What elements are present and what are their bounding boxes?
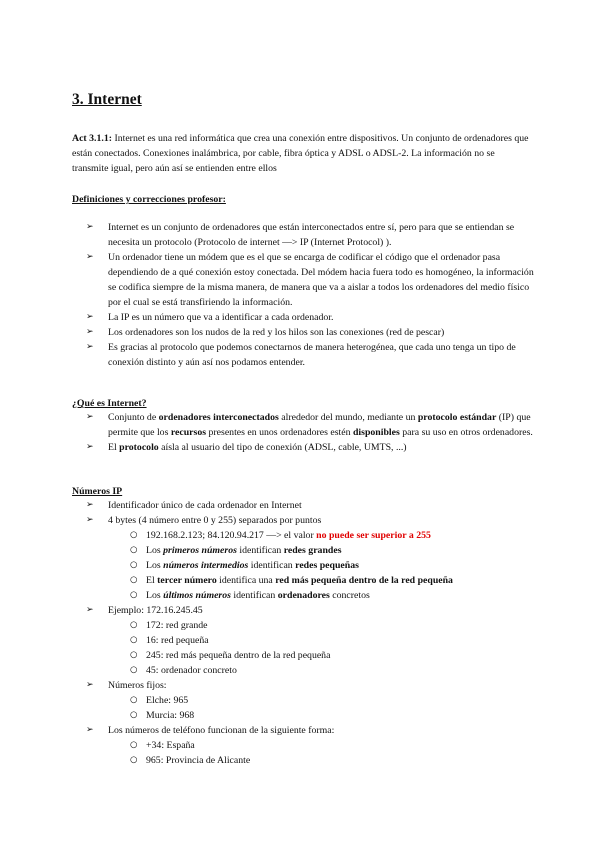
circle-bullet-icon: ○	[130, 650, 138, 660]
circle-bullet-icon: ○	[130, 665, 138, 675]
list-item: ➢ 4 bytes (4 número entre 0 y 255) separados por puntos ○ 192.168.2.123; 84.120.94.217 —> el valor no puede ser superior a 255 ○ Los primeros números identifican redes grandes ○ Los números intermedios identifican redes pequeñas ○ El tercer número identifica una red más pequeña dentro de la red pequeña ○ Los últimos números identifican ordenadores concretos	[86, 513, 534, 603]
circle-bullet-icon: ○	[130, 590, 138, 600]
sub-item: ○ Los últimos números identifican ordenadores concretos	[130, 590, 370, 601]
definitions-list	[86, 220, 534, 370]
circle-bullet-icon: ○	[130, 545, 138, 555]
list-item: ➢ Los ordenadores son los nudos de la red y los hilos son las conexiones (red de pescar)	[86, 327, 445, 338]
ip-heading: Números IP	[72, 486, 123, 497]
sub-item: ○ Elche: 965	[130, 695, 189, 706]
list-item: ➢ Ejemplo: 172.16.245.45 ○ 172: red grande ○ 16: red pequeña ○ 245: red más pequeña dentro de la red pequeña ○ 45: ordenador concreto	[86, 603, 534, 678]
sub-item: ○ +34: España	[130, 740, 195, 751]
page-title: 3. Internet	[72, 91, 142, 108]
list-item: ➢ Conjunto de ordenadores interconectados alrededor del mundo, mediante un protocolo estándar (IP) que permite que los recursos presentes en unos ordenadores estén disponibles para su uso en otros ordenadores.	[86, 412, 533, 438]
sub-list	[108, 618, 534, 678]
circle-bullet-icon: ○	[130, 620, 138, 630]
circle-bullet-icon: ○	[130, 695, 138, 705]
sub-item: ○ 172: red grande	[130, 620, 208, 631]
list-item: ➢ La IP es un número que va a identificar a cada ordenador.	[86, 312, 334, 323]
arrow-bullet-icon: ➢	[86, 412, 94, 422]
act-text: Internet es una red informática que crea una conexión entre dispositivos. Un conjunto de ordenadores que están conectados. Conexiones inalámbrica, por cable, fibra óptica y ADSL o ADSL-2. La información no se transmite igual, pero aún así se entienden entre ellos	[72, 133, 529, 174]
sub-item: ○ 192.168.2.123; 84.120.94.217 —> el valor no puede ser superior a 255	[130, 530, 431, 541]
act-label: Act 3.1.1:	[72, 133, 112, 144]
circle-bullet-icon: ○	[130, 710, 138, 720]
definitions-heading: Definiciones y correcciones profesor:	[72, 194, 226, 205]
sub-list	[108, 738, 534, 768]
sub-item: ○ Los números intermedios identifican redes pequeñas	[130, 560, 359, 571]
list-item: ➢ Es gracias al protocolo que podemos conectarnos de manera heterogénea, que cada uno tenga un tipo de conexión distinto y aún así nos podamos entender.	[86, 342, 516, 368]
arrow-bullet-icon: ➢	[86, 342, 94, 352]
ip-list	[86, 498, 534, 768]
sub-list	[108, 528, 534, 603]
arrow-bullet-icon: ➢	[86, 327, 94, 337]
arrow-bullet-icon: ➢	[86, 222, 94, 232]
sub-item: ○ 965: Provincia de Alicante	[130, 755, 251, 766]
sub-list	[108, 693, 534, 723]
act-paragraph	[72, 131, 532, 176]
list-item: ➢ Internet es un conjunto de ordenadores que están interconectados entre sí, pero para que se entiendan se necesita un protocolo (Protocolo de internet —> IP (Internet Protocol) ).	[86, 222, 515, 248]
arrow-bullet-icon: ➢	[86, 680, 94, 690]
list-item: ➢ Números fijos: ○ Elche: 965 ○ Murcia: 968	[86, 678, 534, 723]
sub-item: ○ 245: red más pequeña dentro de la red pequeña	[130, 650, 331, 661]
circle-bullet-icon: ○	[130, 740, 138, 750]
sub-item: ○ 45: ordenador concreto	[130, 665, 237, 676]
circle-bullet-icon: ○	[130, 560, 138, 570]
sub-item: ○ Murcia: 968	[130, 710, 195, 721]
arrow-bullet-icon: ➢	[86, 312, 94, 322]
que-heading: ¿Qué es Internet?	[72, 398, 147, 409]
arrow-bullet-icon: ➢	[86, 500, 94, 510]
arrow-bullet-icon: ➢	[86, 252, 94, 262]
list-item: ➢ Un ordenador tiene un módem que es el que se encarga de codificar el código que el ordenador pasa dependiendo de a qué conexión estoy conectada. Del módem hacia fuera todo es homogéneo, la información se codifica siempre de la misma manera, de manera que va a aislar a todos los ordenadores del medio físico por el cual se está transfiriendo la información.	[86, 252, 534, 308]
list-item: ➢ Identificador único de cada ordenador en Internet	[86, 500, 302, 511]
que-list	[86, 410, 534, 455]
arrow-bullet-icon: ➢	[86, 515, 94, 525]
circle-bullet-icon: ○	[130, 530, 138, 540]
list-item: ➢ El protocolo aísla al usuario del tipo de conexión (ADSL, cable, UMTS, ...)	[86, 442, 407, 453]
sub-item: ○ El tercer número identifica una red más pequeña dentro de la red pequeña	[130, 575, 453, 586]
circle-bullet-icon: ○	[130, 755, 138, 765]
arrow-bullet-icon: ➢	[86, 725, 94, 735]
circle-bullet-icon: ○	[130, 575, 138, 585]
arrow-bullet-icon: ➢	[86, 605, 94, 615]
list-item: ➢ Los números de teléfono funcionan de la siguiente forma: ○ +34: España ○ 965: Provincia de Alicante	[86, 723, 534, 768]
sub-item: ○ Los primeros números identifican redes grandes	[130, 545, 342, 556]
circle-bullet-icon: ○	[130, 635, 138, 645]
sub-item: ○ 16: red pequeña	[130, 635, 209, 646]
arrow-bullet-icon: ➢	[86, 442, 94, 452]
